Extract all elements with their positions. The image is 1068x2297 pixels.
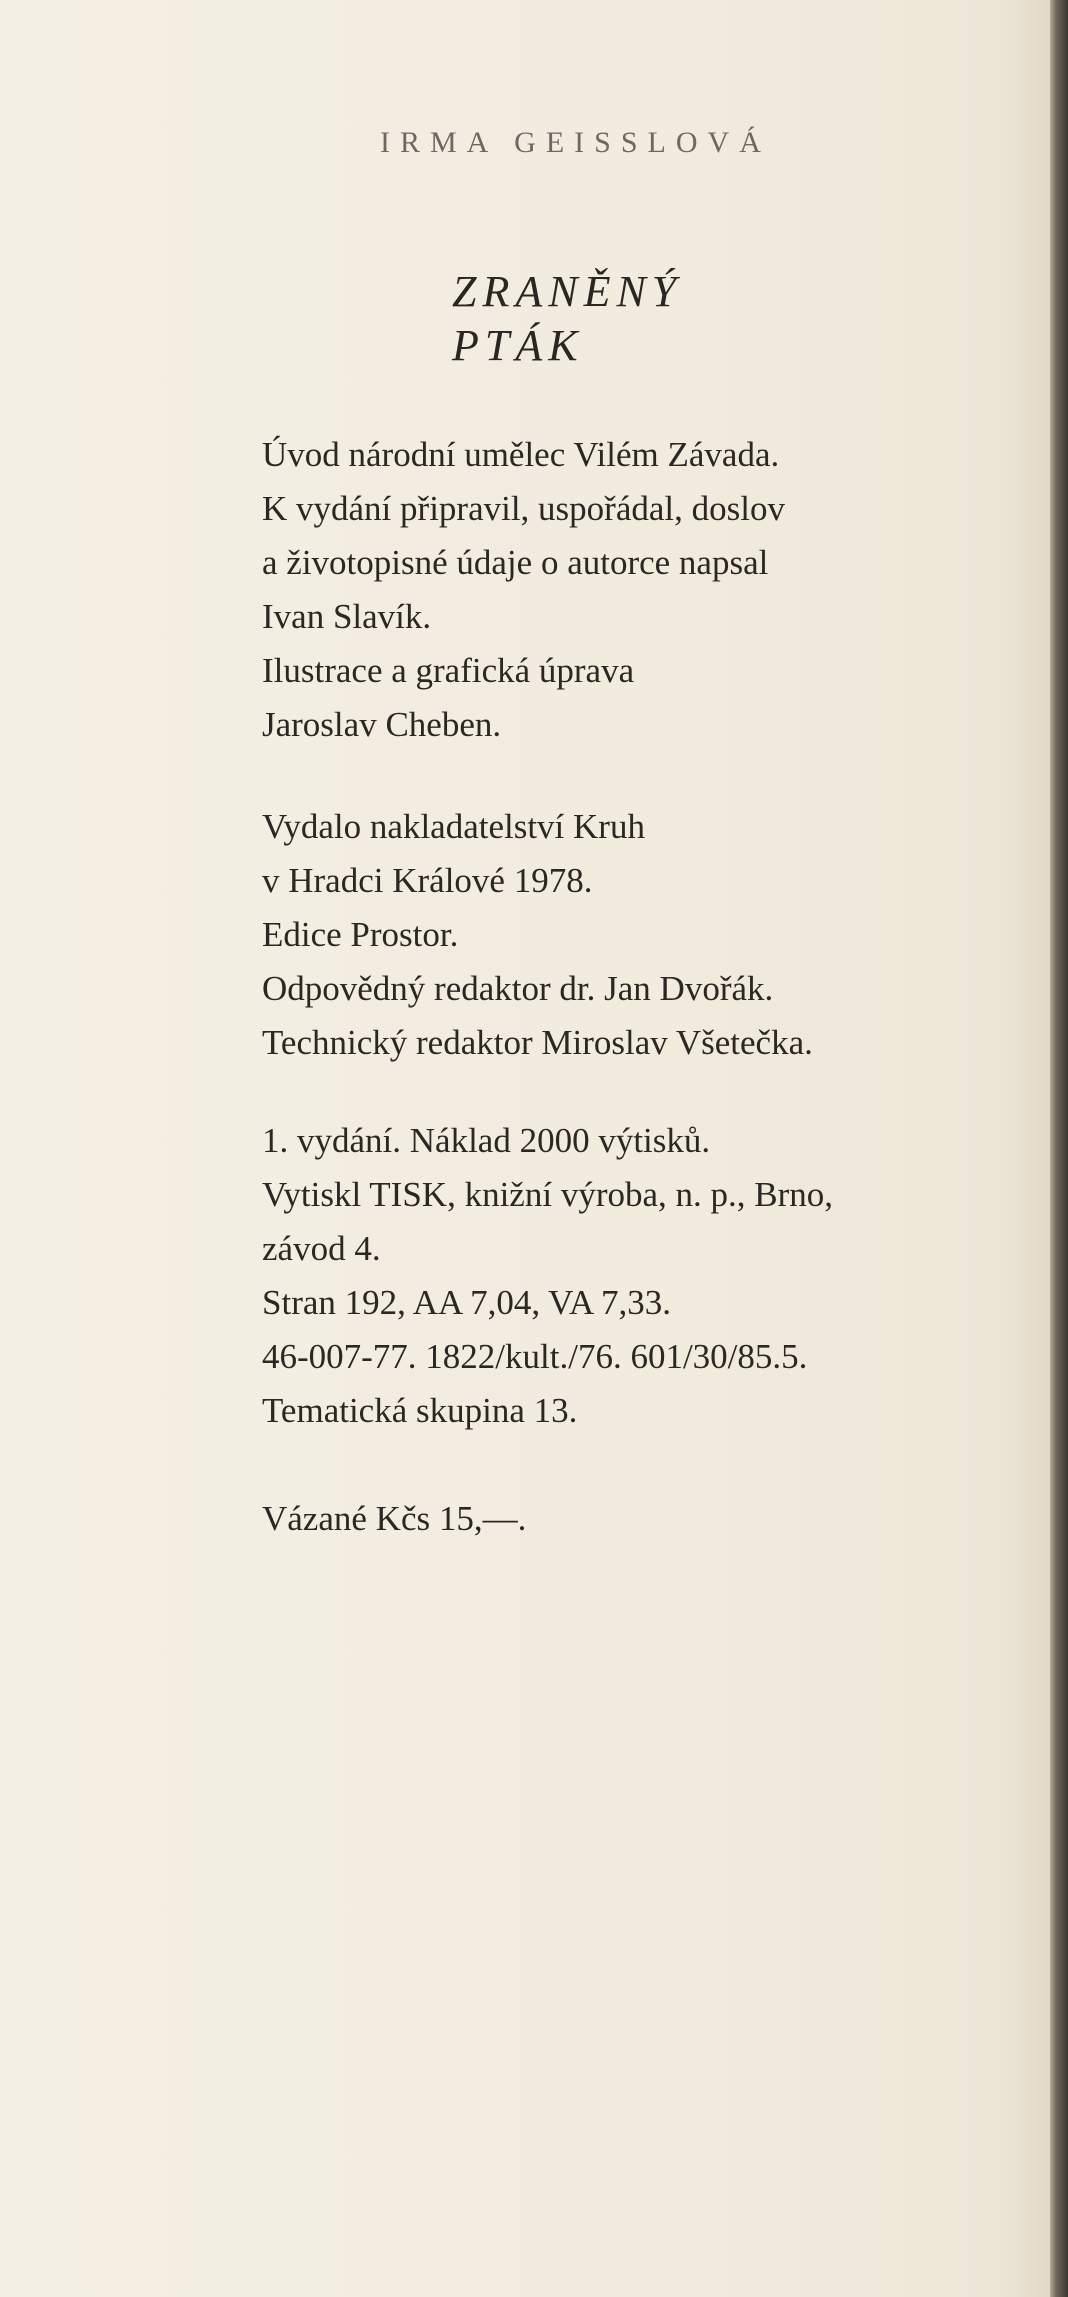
printing-block xyxy=(262,1114,1022,1438)
publisher-block xyxy=(262,800,1022,1070)
price-line: Vázané Kčs 15,—. xyxy=(262,1499,527,1538)
printing-line: Vytiskl TISK, knižní výroba, n. p., Brno, xyxy=(262,1175,834,1214)
printing-line: Tematická skupina 13. xyxy=(262,1391,578,1430)
price-block xyxy=(262,1492,1022,1546)
credits-line: Úvod národní umělec Vilém Závada. xyxy=(262,435,780,474)
publisher-line: v Hradci Králové 1978. xyxy=(262,861,593,900)
printing-line: 1. vydání. Náklad 2000 výtisků. xyxy=(262,1121,711,1160)
publisher-line: Technický redaktor Miroslav Všetečka. xyxy=(262,1023,813,1062)
credits-line: K vydání připravil, uspořádal, doslov xyxy=(262,489,785,528)
publisher-line: Vydalo nakladatelství Kruh xyxy=(262,807,645,846)
book-title-line-1: ZRANĚNÝ xyxy=(452,267,683,316)
author-name: IRMA GEISSLOVÁ xyxy=(380,126,771,159)
credits-line: Ivan Slavík. xyxy=(262,597,432,636)
publisher-line: Odpovědný redaktor dr. Jan Dvořák. xyxy=(262,969,774,1008)
publisher-line: Edice Prostor. xyxy=(262,915,459,954)
printing-line: závod 4. xyxy=(262,1229,381,1268)
page-edge xyxy=(1050,0,1068,2297)
credits-block xyxy=(262,428,1022,752)
printing-line: 46-007-77. 1822/kult./76. 601/30/85.5. xyxy=(262,1337,808,1376)
printing-line: Stran 192, AA 7,04, VA 7,33. xyxy=(262,1283,672,1322)
credits-line: Jaroslav Cheben. xyxy=(262,705,502,744)
credits-line: a životopisné údaje o autorce napsal xyxy=(262,543,769,582)
book-title-line-2: PTÁK xyxy=(452,321,584,370)
credits-line: Ilustrace a grafická úprava xyxy=(262,651,635,690)
